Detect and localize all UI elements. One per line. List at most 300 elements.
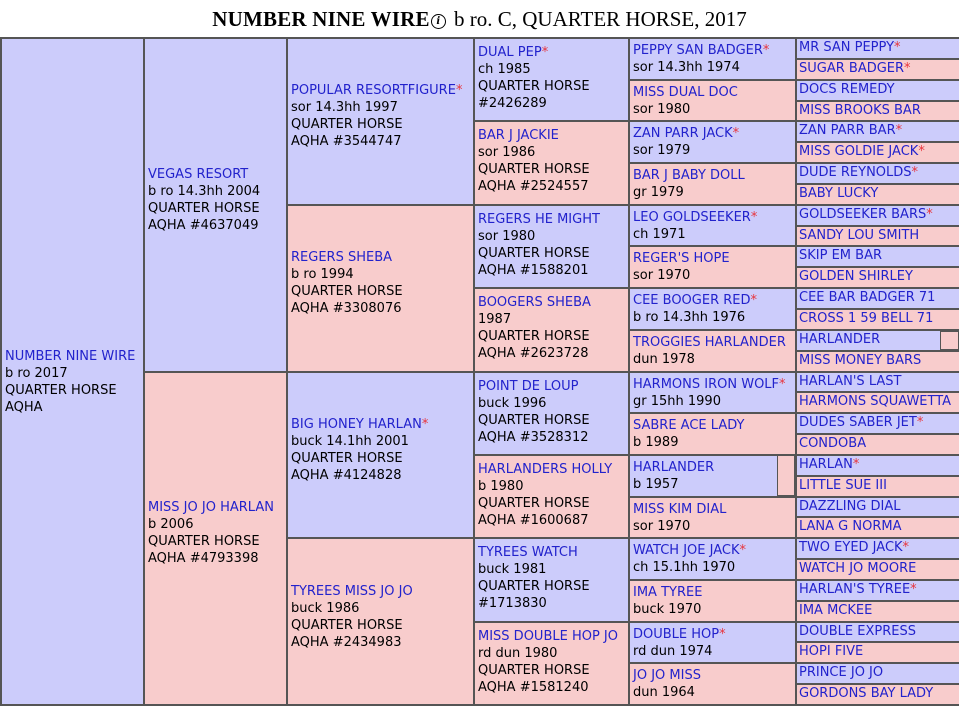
horse-link[interactable]: HARLANDERS HOLLY	[478, 462, 612, 477]
horse-detail-line: gr 1979	[633, 184, 745, 201]
horse-name-line	[799, 40, 901, 56]
cell-content	[478, 628, 618, 696]
horse-link[interactable]: JO JO MISS	[633, 668, 701, 683]
cell-content	[799, 374, 901, 390]
horse-name-line	[478, 461, 612, 478]
horse-detail-line: AQHA #4793398	[148, 550, 274, 567]
horse-name-line	[799, 82, 895, 98]
horse-detail-line: QUARTER HORSE	[478, 328, 591, 345]
ancestor-cell-gen5	[795, 391, 959, 414]
ancestor-cell-gen4	[628, 621, 799, 665]
cell-content	[478, 461, 612, 529]
horse-detail-line: buck 1986	[291, 600, 413, 617]
cell-content	[799, 561, 916, 577]
cell-content	[633, 459, 714, 493]
horse-name-line	[633, 667, 701, 684]
horse-name-line	[633, 84, 738, 101]
foreign-bred-marker: *	[853, 457, 860, 472]
cell-content	[799, 332, 880, 348]
horse-detail-line: sor 1980	[478, 228, 600, 245]
cell-content	[633, 584, 702, 618]
horse-name-line	[633, 125, 739, 142]
horse-link[interactable]: BAR J JACKIE	[478, 128, 559, 143]
ancestor-cell-gen4	[628, 120, 799, 164]
horse-link[interactable]: DAZZLING DIAL	[799, 499, 900, 514]
cell-content	[799, 207, 933, 223]
horse-link[interactable]: IMA TYREE	[633, 585, 702, 600]
cell-content	[478, 44, 590, 112]
horse-detail-line: QUARTER HORSE	[291, 283, 403, 300]
horse-detail-line: AQHA #3528312	[478, 429, 590, 446]
horse-link[interactable]: CEE BAR BADGER 71	[799, 290, 935, 305]
horse-detail-line: sor 1979	[633, 142, 739, 159]
horse-name-line	[799, 582, 917, 598]
horse-link[interactable]: NUMBER NINE WIRE	[5, 349, 135, 364]
horse-detail-line: buck 1970	[633, 601, 702, 618]
horse-detail-line: QUARTER HORSE	[478, 495, 612, 512]
horse-name-line	[478, 211, 600, 228]
cell-content	[291, 82, 462, 150]
horse-link[interactable]: BOOGERS SHEBA	[478, 295, 591, 310]
cell-content	[291, 416, 428, 484]
horse-link[interactable]: MISS KIM DIAL	[633, 502, 726, 517]
foreign-bred-marker: *	[918, 144, 925, 159]
horse-detail-line: dun 1964	[633, 684, 701, 701]
horse-detail-line: b 1989	[633, 434, 744, 451]
horse-detail-line: AQHA #2524557	[478, 178, 590, 195]
cell-content	[799, 415, 923, 431]
horse-name-line	[478, 378, 590, 395]
horse-link[interactable]: LANA G NORMA	[799, 519, 902, 534]
foreign-bred-marker: *	[763, 43, 770, 58]
info-icon[interactable]: i	[431, 14, 446, 29]
horse-detail-line: QUARTER HORSE	[5, 382, 135, 399]
horse-name-line	[478, 628, 618, 645]
horse-name-line	[633, 42, 769, 59]
horse-name-line	[633, 459, 714, 476]
horse-detail-line: QUARTER HORSE	[291, 617, 413, 634]
cell-content	[799, 228, 919, 244]
ancestor-cell-gen4	[628, 204, 799, 248]
horse-name-line	[799, 61, 911, 77]
horse-detail-line: gr 15hh 1990	[633, 393, 786, 410]
horse-name-line	[799, 478, 887, 494]
horse-detail-line: sor 14.3hh 1974	[633, 59, 769, 76]
horse-link[interactable]: TYREES MISS JO JO	[291, 584, 413, 599]
horse-link[interactable]: SUGAR BADGER	[799, 61, 904, 76]
horse-name-line	[633, 626, 726, 643]
cell-content	[633, 376, 786, 410]
ancestor-cell-gen4	[628, 371, 799, 415]
cell-content	[799, 82, 895, 98]
horse-detail-line: ch 15.1hh 1970	[633, 559, 746, 576]
ancestor-cell-gen3	[473, 371, 631, 456]
horse-link[interactable]: LITTLE SUE III	[799, 478, 887, 493]
ancestor-cell-gen5	[795, 475, 959, 498]
horse-name-line	[799, 103, 921, 119]
foreign-bred-marker: *	[904, 61, 911, 76]
horse-detail-line: ch 1971	[633, 226, 757, 243]
cell-content	[633, 125, 739, 159]
horse-link[interactable]: MISS DUAL DOC	[633, 85, 738, 100]
ancestor-cell-gen4	[628, 496, 799, 540]
horse-link[interactable]: DUAL PEP	[478, 45, 542, 60]
horse-link[interactable]: POINT DE LOUP	[478, 379, 578, 394]
ancestor-cell-gen4	[628, 287, 799, 331]
ancestor-cell-gen4	[628, 245, 799, 289]
horse-detail-line: QUARTER HORSE	[291, 116, 462, 133]
horse-link[interactable]: LEO GOLDSEEKER	[633, 210, 751, 225]
horse-detail-line: b ro 2017	[5, 365, 135, 382]
horse-link[interactable]: TWO EYED JACK	[799, 540, 903, 555]
horse-link[interactable]: HARLAN	[799, 457, 853, 472]
horse-link[interactable]: HARMONS IRON WOLF	[633, 377, 779, 392]
horse-link[interactable]: DOUBLE EXPRESS	[799, 624, 916, 639]
cell-content	[478, 294, 591, 362]
cell-content	[291, 583, 413, 651]
horse-link[interactable]: WATCH JOE JACK	[633, 543, 739, 558]
cell-content	[148, 499, 274, 567]
cell-content	[799, 603, 872, 619]
horse-detail-line: QUARTER HORSE	[148, 200, 260, 217]
horse-name-line	[799, 499, 900, 515]
cell-content	[291, 249, 403, 317]
horse-detail-line: QUARTER HORSE	[478, 161, 590, 178]
ancestor-cell-gen3	[473, 621, 631, 706]
horse-detail-line: b ro 14.3hh 2004	[148, 183, 260, 200]
horse-detail-line: 1987	[478, 311, 591, 328]
cell-content	[799, 499, 900, 515]
horse-name-line	[799, 290, 935, 306]
horse-detail-line: dun 1978	[633, 351, 786, 368]
horse-link[interactable]: HARLAN'S TYREE	[799, 582, 910, 597]
horse-link[interactable]: SABRE ACE LADY	[633, 418, 744, 433]
foreign-bred-marker: *	[926, 207, 933, 222]
subject-horse-cell	[0, 37, 147, 706]
ancestor-cell-gen5	[795, 516, 959, 539]
ancestor-cell-gen4	[628, 454, 799, 498]
horse-link[interactable]: IMA MCKEE	[799, 603, 872, 618]
horse-link[interactable]: HARMONS SQUAWETTA	[799, 394, 951, 409]
horse-name-line	[291, 583, 413, 600]
horse-name-line	[799, 540, 909, 556]
horse-name-line	[633, 584, 702, 601]
ancestor-cell-gen4	[628, 412, 799, 456]
ancestor-cell-gen5	[795, 79, 959, 102]
ancestor-cell-gen5	[795, 371, 959, 394]
cell-content	[799, 540, 909, 556]
horse-detail-line: b 1980	[478, 478, 612, 495]
horse-name-heading: NUMBER NINE WIRE	[212, 7, 430, 31]
horse-name-line	[148, 499, 274, 516]
horse-link[interactable]: GOLDEN SHIRLEY	[799, 269, 913, 284]
ancestor-cell-gen5	[795, 245, 959, 268]
foreign-bred-marker: *	[779, 377, 786, 392]
ancestor-cell-gen5	[795, 537, 959, 560]
horse-detail-line: AQHA	[5, 399, 135, 416]
horse-name-line	[633, 417, 744, 434]
cell-content	[799, 582, 917, 598]
cell-content	[633, 250, 730, 284]
cell-content	[633, 417, 744, 451]
cell-content	[633, 626, 726, 660]
ancestor-cell-gen5	[795, 183, 959, 206]
ancestor-cell-gen3	[473, 454, 631, 539]
ancestor-cell-gen5	[795, 433, 959, 456]
horse-name-line	[291, 416, 428, 433]
cell-content	[478, 127, 590, 195]
horse-name-line	[799, 165, 918, 181]
ancestor-cell-gen4	[628, 79, 799, 123]
cell-content	[799, 624, 916, 640]
horse-detail-line: rd dun 1980	[478, 645, 618, 662]
ancestor-cell-gen2	[286, 204, 477, 373]
ancestor-cell-gen5	[795, 58, 959, 81]
horse-link[interactable]: CROSS 1 59 BELL 71	[799, 311, 933, 326]
ancestor-cell-gen5	[795, 412, 959, 435]
horse-detail-line: sor 14.3hh 1997	[291, 99, 462, 116]
horse-link[interactable]: DUDE REYNOLDS	[799, 165, 912, 180]
horse-name-line	[148, 166, 260, 183]
foreign-bred-marker: *	[733, 126, 740, 141]
horse-detail-line: QUARTER HORSE	[478, 78, 590, 95]
ancestor-cell-gen4	[628, 537, 799, 581]
horse-link[interactable]: MISS MONEY BARS	[799, 353, 921, 368]
horse-link[interactable]: TROGGIES HARLANDER	[633, 335, 786, 350]
cell-content	[633, 667, 701, 701]
ancestor-cell-gen4	[628, 329, 799, 373]
horse-link[interactable]: DUDES SABER JET	[799, 415, 917, 430]
horse-name-line	[478, 127, 590, 144]
horse-link[interactable]: GORDONS BAY LADY	[799, 686, 933, 701]
horse-link[interactable]: POPULAR RESORTFIGURE	[291, 83, 456, 98]
ancestor-cell-gen3	[473, 287, 631, 372]
horse-link[interactable]: DOCS REMEDY	[799, 82, 895, 97]
horse-name-line	[633, 334, 786, 351]
horse-name-line	[799, 665, 883, 681]
cell-content	[799, 436, 866, 452]
horse-name-line	[799, 374, 901, 390]
horse-name-line	[799, 144, 925, 160]
horse-detail-line: QUARTER HORSE	[478, 412, 590, 429]
horse-name-line	[291, 249, 403, 266]
horse-detail-line: sor 1970	[633, 518, 726, 535]
cell-content	[5, 348, 135, 416]
cell-content	[478, 544, 590, 612]
horse-name-line	[799, 207, 933, 223]
horse-detail-line: b 1957	[633, 476, 714, 493]
ancestor-cell-gen5	[795, 329, 959, 352]
horse-link[interactable]: REGERS HE MIGHT	[478, 212, 600, 227]
foreign-bred-marker: *	[739, 543, 746, 558]
horse-detail-line: AQHA #2623728	[478, 345, 591, 362]
horse-link[interactable]: PEPPY SAN BADGER	[633, 43, 763, 58]
cell-content	[633, 167, 745, 201]
ancestor-cell-gen1	[143, 37, 290, 373]
ancestor-cell-gen3	[473, 537, 631, 622]
cell-content	[799, 353, 921, 369]
horse-detail-line: sor 1970	[633, 267, 730, 284]
horse-link[interactable]: TYREES WATCH	[478, 545, 578, 560]
cell-content	[799, 103, 921, 119]
horse-link[interactable]: DOUBLE HOP	[633, 627, 719, 642]
unknown-ancestor-stub	[940, 331, 959, 350]
horse-link[interactable]: MISS DOUBLE HOP JO	[478, 629, 618, 644]
horse-link[interactable]: REGERS SHEBA	[291, 250, 392, 265]
horse-link[interactable]: BIG HONEY HARLAN	[291, 417, 422, 432]
ancestor-cell-gen5	[795, 558, 959, 581]
horse-name-line	[478, 294, 591, 311]
horse-link[interactable]: REGER'S HOPE	[633, 251, 730, 266]
ancestor-cell-gen4	[628, 162, 799, 206]
cell-content	[633, 542, 746, 576]
cell-content	[799, 394, 951, 410]
foreign-bred-marker: *	[456, 83, 463, 98]
foreign-bred-marker: *	[719, 627, 726, 642]
foreign-bred-marker: *	[912, 165, 919, 180]
ancestor-cell-gen5	[795, 496, 959, 519]
horse-name-line	[633, 292, 757, 309]
horse-summary: b ro. C, QUARTER HORSE, 2017	[449, 7, 747, 31]
horse-link[interactable]: BAR J BABY DOLL	[633, 168, 745, 183]
ancestor-cell-gen5	[795, 308, 959, 331]
foreign-bred-marker: *	[542, 45, 549, 60]
horse-detail-line: buck 14.1hh 2001	[291, 433, 428, 450]
horse-link[interactable]: BABY LUCKY	[799, 186, 878, 201]
horse-link[interactable]: HARLANDER	[799, 332, 880, 347]
horse-detail-line: QUARTER HORSE	[478, 578, 590, 595]
cell-content	[478, 211, 600, 279]
horse-link[interactable]: SANDY LOU SMITH	[799, 228, 919, 243]
cell-content	[799, 519, 902, 535]
unknown-ancestor-stub	[777, 455, 795, 496]
ancestor-cell-gen5	[795, 287, 959, 310]
horse-link[interactable]: MISS GOLDIE JACK	[799, 144, 918, 159]
horse-detail-line: AQHA #3308076	[291, 300, 403, 317]
horse-link[interactable]: HOPI FIVE	[799, 644, 863, 659]
cell-content	[799, 478, 887, 494]
horse-link[interactable]: MR SAN PEPPY	[799, 40, 894, 55]
ancestor-cell-gen2	[286, 371, 477, 540]
horse-name-line	[799, 353, 921, 369]
foreign-bred-marker: *	[903, 540, 910, 555]
horse-detail-line: sor 1980	[633, 101, 738, 118]
ancestor-cell-gen2	[286, 537, 477, 706]
horse-detail-line: b ro 14.3hh 1976	[633, 309, 757, 326]
cell-content	[799, 457, 859, 473]
horse-detail-line: buck 1996	[478, 395, 590, 412]
horse-detail-line: QUARTER HORSE	[148, 533, 274, 550]
cell-content	[799, 165, 918, 181]
cell-content	[148, 166, 260, 234]
horse-link[interactable]: SKIP EM BAR	[799, 248, 882, 263]
horse-detail-line: AQHA #4637049	[148, 217, 260, 234]
ancestor-cell-gen5	[795, 600, 959, 623]
cell-content	[799, 123, 902, 139]
horse-name-line	[633, 376, 786, 393]
ancestor-cell-gen5	[795, 662, 959, 685]
horse-name-line	[799, 311, 933, 327]
cell-content	[633, 42, 769, 76]
ancestor-cell-gen3	[473, 204, 631, 289]
horse-name-line	[799, 394, 951, 410]
ancestor-cell-gen5	[795, 641, 959, 664]
cell-content	[633, 209, 757, 243]
horse-link[interactable]: HARLANDER	[633, 460, 714, 475]
horse-name-line	[799, 228, 919, 244]
horse-name-line	[799, 561, 916, 577]
cell-content	[799, 186, 878, 202]
horse-name-line	[799, 624, 916, 640]
horse-link[interactable]: GOLDSEEKER BARS	[799, 207, 926, 222]
horse-name-line	[799, 457, 859, 473]
horse-link[interactable]: PRINCE JO JO	[799, 665, 883, 680]
ancestor-cell-gen4	[628, 37, 799, 81]
foreign-bred-marker: *	[896, 123, 903, 138]
horse-detail-line: AQHA #3544747	[291, 133, 462, 150]
horse-link[interactable]: ZAN PARR BAR	[799, 123, 896, 138]
ancestor-cell-gen2	[286, 37, 477, 206]
ancestor-cell-gen5	[795, 120, 959, 143]
horse-name-line	[633, 542, 746, 559]
ancestor-cell-gen5	[795, 37, 959, 60]
ancestor-cell-gen5	[795, 454, 959, 477]
cell-content	[633, 292, 757, 326]
ancestor-cell-gen5	[795, 266, 959, 289]
cell-content	[799, 248, 882, 264]
horse-link[interactable]: MISS JO JO HARLAN	[148, 500, 274, 515]
horse-detail-line: QUARTER HORSE	[478, 245, 600, 262]
foreign-bred-marker: *	[894, 40, 901, 55]
horse-detail-line: sor 1986	[478, 144, 590, 161]
horse-name-line	[799, 269, 913, 285]
ancestor-cell-gen5	[795, 350, 959, 373]
horse-link[interactable]: CEE BOOGER RED	[633, 293, 751, 308]
page-title	[0, 4, 959, 34]
horse-link[interactable]: HARLAN'S LAST	[799, 374, 901, 389]
ancestor-cell-gen5	[795, 204, 959, 227]
horse-link[interactable]: VEGAS RESORT	[148, 167, 248, 182]
horse-detail-line: ch 1985	[478, 61, 590, 78]
cell-content	[633, 84, 738, 118]
foreign-bred-marker: *	[751, 210, 758, 225]
horse-name-line	[291, 82, 462, 99]
cell-content	[799, 311, 933, 327]
horse-name-line	[799, 519, 902, 535]
horse-name-line	[478, 44, 590, 61]
horse-link[interactable]: WATCH JO MOORE	[799, 561, 916, 576]
horse-detail-line: #1713830	[478, 595, 590, 612]
ancestor-cell-gen1	[143, 371, 290, 706]
horse-detail-line: AQHA #1581240	[478, 679, 618, 696]
cell-content	[799, 290, 935, 306]
ancestor-cell-gen5	[795, 621, 959, 644]
horse-link[interactable]: MISS BROOKS BAR	[799, 103, 921, 118]
horse-link[interactable]: CONDOBA	[799, 436, 866, 451]
foreign-bred-marker: *	[917, 415, 924, 430]
horse-detail-line: #2426289	[478, 95, 590, 112]
horse-name-line	[799, 332, 880, 348]
horse-link[interactable]: ZAN PARR JACK	[633, 126, 733, 141]
horse-name-line	[633, 209, 757, 226]
ancestor-cell-gen5	[795, 225, 959, 248]
ancestor-cell-gen5	[795, 141, 959, 164]
horse-name-line	[799, 123, 902, 139]
cell-content	[633, 334, 786, 368]
cell-content	[799, 40, 901, 56]
horse-name-line	[799, 644, 863, 660]
horse-detail-line: buck 1981	[478, 561, 590, 578]
